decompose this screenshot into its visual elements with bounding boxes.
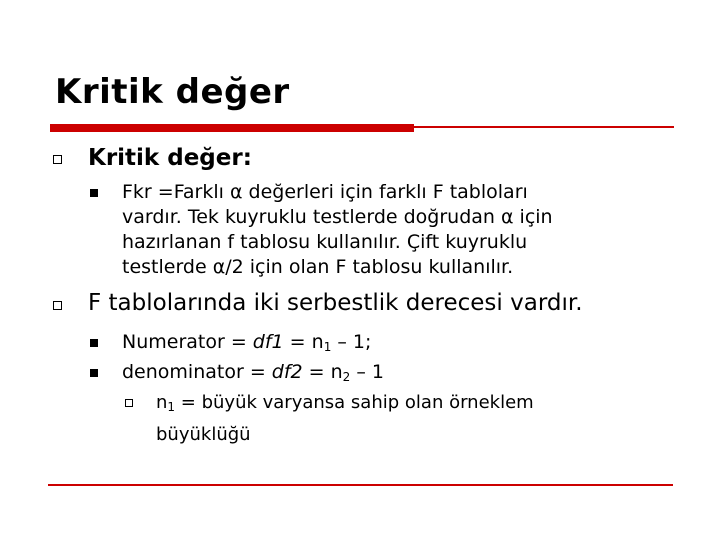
bullet-2-text: F tablolarında iki serbestlik derecesi vardır. bbox=[88, 290, 583, 316]
paragraph-line: hazırlanan f tablosu kullanılır. Çift kuyruklu bbox=[122, 231, 528, 253]
numerator-suffix: – 1; bbox=[331, 331, 372, 353]
numerator-line bbox=[122, 330, 682, 360]
bullet-hollow-small-icon bbox=[125, 399, 133, 407]
n1-def-line1: = büyük varyansa sahip olan örneklem bbox=[175, 392, 534, 413]
bullet-filled-square-icon bbox=[90, 339, 98, 347]
n1-subscript: 1 bbox=[323, 340, 332, 354]
n1-prefix: n bbox=[156, 392, 168, 413]
bullet-1-text: Kritik değer: bbox=[88, 145, 252, 171]
numerator-prefix: Numerator = bbox=[122, 331, 253, 353]
bullet-filled-square-icon bbox=[90, 189, 98, 197]
paragraph-line: testlerde α/2 için olan F tablosu kullanılır. bbox=[122, 256, 514, 278]
paragraph-line: vardır. Tek kuyruklu testlerde doğrudan α için bbox=[122, 206, 553, 228]
denominator-prefix: denominator = bbox=[122, 361, 272, 383]
bullet-filled-square-icon bbox=[90, 369, 98, 377]
denominator-line bbox=[122, 360, 682, 390]
n2-subscript: 2 bbox=[342, 370, 351, 384]
bullet-hollow-square-icon bbox=[53, 155, 62, 164]
numerator-mid: = n bbox=[283, 331, 324, 353]
footer-rule bbox=[48, 484, 673, 486]
title-underline-thin bbox=[414, 126, 674, 128]
title-underline-thick bbox=[50, 124, 414, 132]
bullet-1-subtext bbox=[122, 180, 682, 280]
slide-title: Kritik değer bbox=[55, 72, 290, 112]
n1-definition bbox=[156, 389, 676, 448]
paragraph-line: Fkr =Farklı α değerleri için farklı F tabloları bbox=[122, 181, 528, 203]
df2-var: df2 bbox=[271, 361, 303, 383]
df1-var: df1 bbox=[252, 331, 284, 353]
bullet-hollow-square-icon bbox=[53, 301, 62, 310]
n1-def-line2: büyüklüğü bbox=[156, 424, 251, 445]
n1-def-subscript: 1 bbox=[167, 400, 176, 414]
denominator-suffix: – 1 bbox=[350, 361, 384, 383]
denominator-mid: = n bbox=[302, 361, 343, 383]
